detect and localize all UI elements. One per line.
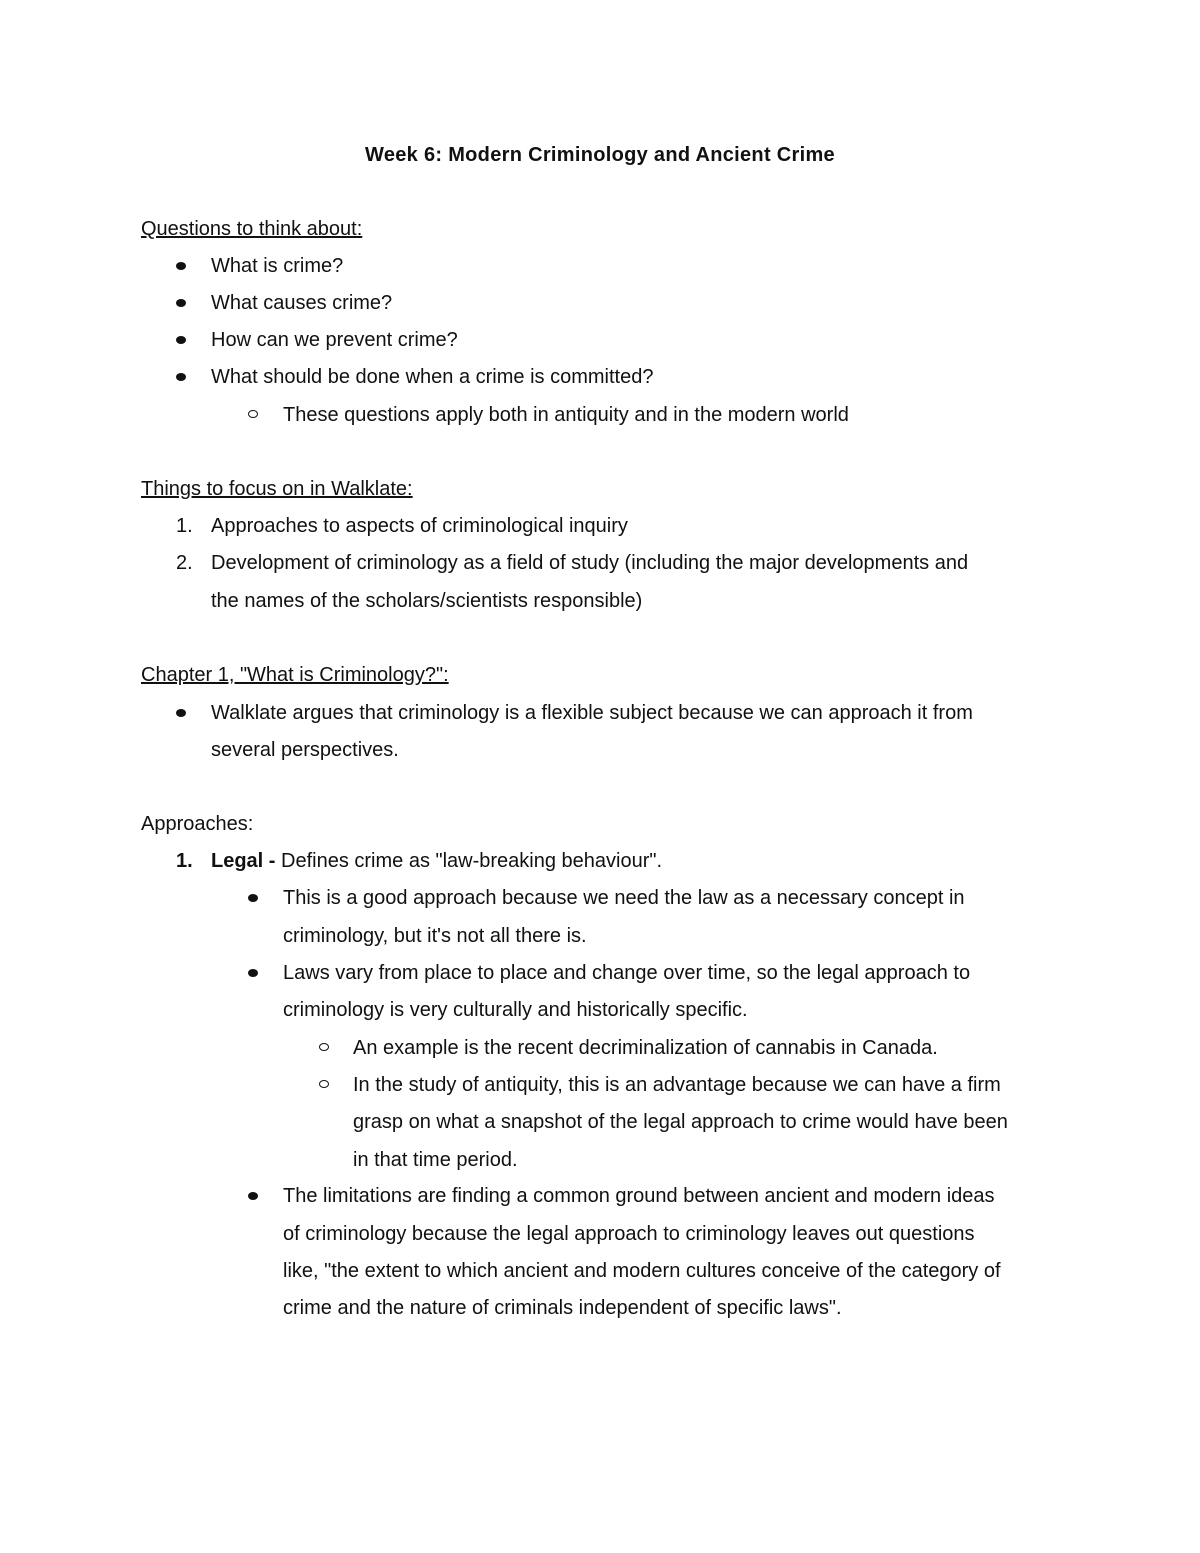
- list-item-continuation: crime and the nature of criminals independent of specific laws".: [283, 1297, 842, 1319]
- bullet-circle-icon: [319, 1080, 329, 1088]
- bullet-dot-icon: [176, 336, 186, 344]
- questions-heading: Questions to think about:: [141, 218, 363, 240]
- list-item-continuation: several perspectives.: [211, 739, 399, 761]
- legal-definition: Defines crime as "law-breaking behaviour".: [275, 850, 663, 872]
- legal-term: Legal -: [211, 850, 276, 872]
- bullet-dot-icon: [248, 894, 258, 902]
- list-item-continuation: criminology is very culturally and historically specific.: [283, 999, 748, 1021]
- list-item: What should be done when a crime is committed?: [211, 366, 654, 388]
- page-title: Week 6: Modern Criminology and Ancient Crime: [365, 144, 835, 166]
- list-item: Laws vary from place to place and change over time, so the legal approach to: [283, 962, 971, 984]
- bullet-circle-icon: [319, 1043, 329, 1051]
- walklate-heading: Things to focus on in Walklate:: [141, 478, 413, 500]
- list-item: Development of criminology as a field of study (including the major developments and: [211, 552, 969, 574]
- list-number: 1.: [176, 850, 193, 872]
- bullet-dot-icon: [248, 969, 258, 977]
- list-item: Approaches to aspects of criminological inquiry: [211, 515, 628, 537]
- list-item: What is crime?: [211, 255, 344, 277]
- list-subitem: These questions apply both in antiquity and in the modern world: [283, 404, 849, 426]
- list-subitem-continuation: in that time period.: [353, 1149, 518, 1171]
- list-item-continuation: the names of the scholars/scientists responsible): [211, 590, 643, 612]
- list-number: 2.: [176, 552, 193, 574]
- list-subitem: In the study of antiquity, this is an advantage because we can have a firm: [353, 1074, 1001, 1096]
- list-item: How can we prevent crime?: [211, 329, 458, 351]
- list-item: Walklate argues that criminology is a flexible subject because we can approach it from: [211, 702, 973, 724]
- bullet-dot-icon: [248, 1192, 258, 1200]
- list-item-legal: [211, 848, 662, 874]
- bullet-dot-icon: [176, 262, 186, 270]
- list-item-continuation: of criminology because the legal approach to criminology leaves out questions: [283, 1223, 975, 1245]
- list-item: The limitations are finding a common ground between ancient and modern ideas: [283, 1185, 995, 1207]
- chapter1-heading: Chapter 1, "What is Criminology?":: [141, 664, 449, 686]
- list-subitem: An example is the recent decriminalization of cannabis in Canada.: [353, 1037, 938, 1059]
- bullet-circle-icon: [248, 410, 258, 418]
- bullet-dot-icon: [176, 709, 186, 717]
- list-number: 1.: [176, 515, 193, 537]
- list-item: This is a good approach because we need the law as a necessary concept in: [283, 887, 965, 909]
- bullet-dot-icon: [176, 373, 186, 381]
- list-item-continuation: criminology, but it's not all there is.: [283, 925, 587, 947]
- list-subitem-continuation: grasp on what a snapshot of the legal approach to crime would have been: [353, 1111, 1008, 1133]
- list-item-continuation: like, "the extent to which ancient and modern cultures conceive of the category of: [283, 1260, 1001, 1282]
- approaches-heading: Approaches:: [141, 813, 254, 835]
- list-item: What causes crime?: [211, 292, 393, 314]
- bullet-dot-icon: [176, 299, 186, 307]
